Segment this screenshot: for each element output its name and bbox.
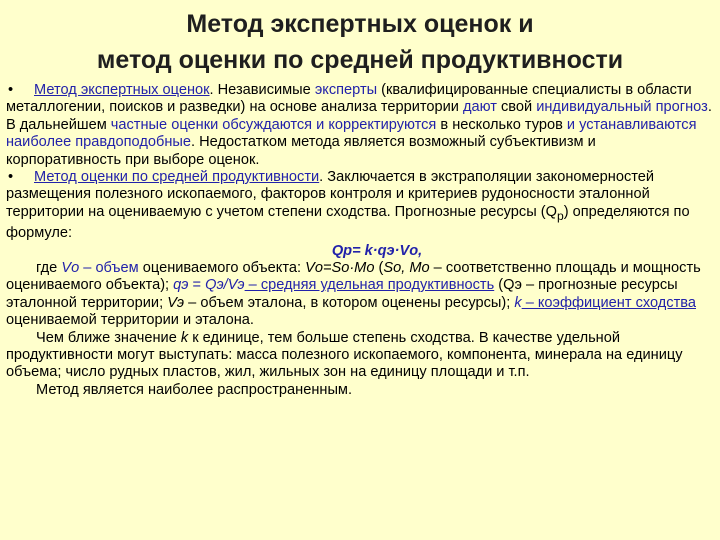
term-expert-method: Метод экспертных оценок (34, 82, 210, 98)
formula: Qр= k·qэ·Vо, (331, 242, 423, 259)
text-span: ( (374, 259, 384, 276)
text-span: Чем ближе значение (36, 329, 181, 346)
text-span: оцениваемой территории и эталона. (6, 312, 254, 329)
paragraph-productivity-method (6, 169, 712, 243)
text-span: . Независимые (209, 82, 315, 98)
text-span: – соответственно площадь и мощность оцениваемого объекта); (6, 259, 701, 294)
paragraph-formula-legend (6, 260, 712, 330)
var-vo-formula: Vо=Sо·Mо (305, 259, 375, 276)
text-span: ) определяются по формуле: (6, 203, 690, 242)
text-span: . Заключается в экстраполяции закономерностей размещения полезного ископаемого, факторов контроля и критериев рудоносности эталонной территории на оцениваемую с учетом степени сходства. Прогнозные ресурсы (Q (6, 169, 655, 220)
var-ve: Vэ (167, 294, 185, 311)
text-span: (квалифицированные специалисты в области металлогении, поисков и разведки) на основе анализа территории (6, 82, 692, 116)
paragraph-expert-method (6, 82, 712, 169)
term-private-estimates: частные оценки обсуждаются и корректируются (110, 116, 437, 133)
slide-body (6, 82, 712, 399)
text-span: к единице, тем больше степень сходства. В качестве удельной продуктивности могут выступать: масса полезного ископаемого, компонента, минерала на единицу объема; число рудных пластов, жил, жильных зон на единицу площади и т.п. (6, 329, 683, 381)
text-span: (Qэ – прогнозные ресурсы эталонной территории; (6, 277, 678, 311)
slide-title (20, 6, 700, 78)
paragraph-conclusion: Метод является наиболее распространенным. (36, 381, 353, 398)
text-span: = (188, 277, 206, 294)
text-span: свой (496, 99, 537, 116)
term-most-plausible: и устанавливаются наиболее правдоподобные (6, 116, 697, 151)
term-productivity-method: Метод оценки по средней продуктивности (34, 169, 320, 186)
var-k: k (180, 329, 189, 346)
title-line-1: Метод экспертных оценок и (186, 10, 534, 38)
term-individual-forecast: индивидуальный прогноз (536, 99, 708, 116)
term-similarity-coefficient: – коэффициент сходства (521, 294, 696, 311)
var-k: k (514, 294, 522, 311)
term-experts: эксперты (314, 82, 378, 98)
text-span: оцениваемого объекта: (138, 259, 306, 276)
var-vo: Vо (61, 259, 80, 276)
term-specific-productivity: – средняя удельная продуктивность (244, 277, 495, 294)
var-qe: qэ (173, 277, 189, 294)
term-volume: – объем (79, 259, 139, 276)
title-line-2: метод оценки по средней продуктивности (96, 46, 624, 74)
term-give: дают (463, 99, 497, 116)
text-span: где (36, 259, 62, 276)
var-so-mo: Sо, Mо (383, 259, 430, 276)
text-span: . В дальнейшем (6, 99, 712, 133)
text-span: в несколько туров (436, 116, 567, 133)
var-qe-ve: Qэ/Vэ (205, 277, 245, 294)
text-span: . Недостатком метода является возможный субъективизм и корпоративность при выборе оценок. (6, 134, 596, 168)
paragraph-similarity (6, 330, 712, 382)
text-span: – объем эталона, в котором оценены ресурсы); (184, 294, 515, 311)
subscript: р (556, 208, 564, 223)
